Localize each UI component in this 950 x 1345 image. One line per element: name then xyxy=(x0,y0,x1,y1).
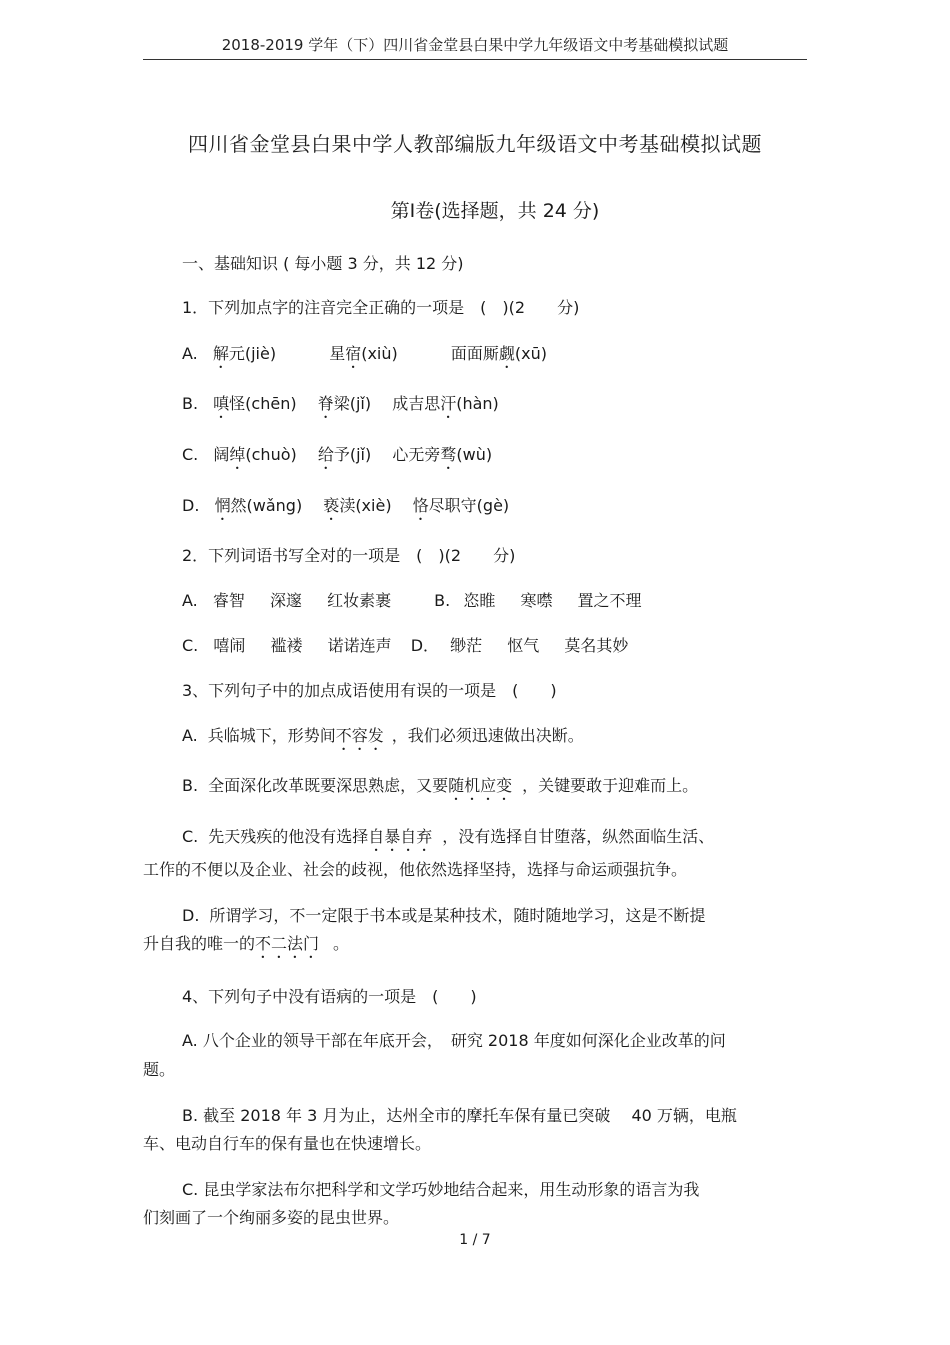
volume-title: 第Ⅰ卷(选择题，共 24 分) xyxy=(390,200,600,222)
dotted-char: 解 xyxy=(212,344,229,363)
option-text: 。 xyxy=(333,934,350,953)
option-text: ，我们必须迅速做出决断。 xyxy=(391,726,584,745)
question-4-stem: 4、下列句子中没有语病的一项是 ( ) xyxy=(182,987,477,1006)
option-text: (chuò) xyxy=(245,445,297,464)
dotted-char: 脊 xyxy=(317,394,334,413)
dotted-char: 给 xyxy=(317,445,334,464)
dotted-idiom: 不二法门 xyxy=(255,934,320,953)
running-header: 2018-2019 学年（下）四川省金堂县白果中学九年级语文中考基础模拟试题 xyxy=(221,36,729,54)
option-word: 嘻闹 xyxy=(213,636,246,655)
option-text: 全面深化改革既要深思熟虑，又要 xyxy=(208,776,449,795)
option-label: A. xyxy=(182,344,198,363)
q3-option-d-line2 xyxy=(143,934,349,962)
option-word: 莫名其妙 xyxy=(564,636,629,655)
option-word: 寒噤 xyxy=(520,591,553,610)
option-text: 渎(xiè) xyxy=(339,496,392,515)
option-text: 先天残疾的他没有选择 xyxy=(208,827,369,846)
option-word: 深邃 xyxy=(269,591,302,610)
q1-option-c xyxy=(182,445,492,473)
q4-option-b-line2: 车、电动自行车的保有量也在快速增长。 xyxy=(143,1134,432,1153)
option-text: 兵临城下，形势间 xyxy=(207,726,336,745)
option-label: D. xyxy=(182,906,200,925)
option-text: 面面厮 xyxy=(450,344,499,363)
question-2-stem: 2．下列词语书写全对的一项是 ( )(2 分) xyxy=(182,546,516,565)
dotted-char: 觑 xyxy=(498,344,515,363)
option-text: 阔 xyxy=(213,445,230,464)
option-label: C. xyxy=(182,827,199,846)
section-heading: 一、基础知识 ( 每小题 3 分，共 12 分) xyxy=(182,254,464,273)
question-1-stem: 1．下列加点字的注音完全正确的一项是 ( )(2 分) xyxy=(182,298,580,317)
option-word: 怄气 xyxy=(507,636,540,655)
q1-option-d xyxy=(182,496,509,524)
option-text: 梁(jǐ) xyxy=(333,394,372,413)
dotted-idiom: 不容发 xyxy=(335,726,384,745)
q4-option-c-line1: C. 昆虫学家法布尔把科学和文学巧妙地结合起来，用生动形象的语言为我 xyxy=(182,1180,700,1199)
q3-option-c-line2: 工作的不便以及企业、社会的歧视，他依然选择坚持，选择与命运顽强抗争。 xyxy=(143,860,688,879)
document-title: 四川省金堂县白果中学人教部编版九年级语文中考基础模拟试题 xyxy=(188,132,762,156)
option-text: 怪(chēn) xyxy=(229,394,297,413)
option-text: ，关键要敢于迎难而上。 xyxy=(522,776,699,795)
q1-option-b xyxy=(182,394,499,422)
dotted-char: 汗 xyxy=(440,394,457,413)
dotted-char: 绰 xyxy=(229,445,246,464)
option-text: (wù) xyxy=(456,445,493,464)
option-word: 睿智 xyxy=(212,591,245,610)
dotted-char: 恪 xyxy=(412,496,429,515)
option-text: 心无旁 xyxy=(392,445,441,464)
option-label: D. xyxy=(182,496,200,515)
option-label: C. xyxy=(182,636,199,655)
option-text: (xū) xyxy=(514,344,547,363)
option-word: 置之不理 xyxy=(577,591,642,610)
option-label: A. xyxy=(182,726,198,745)
dotted-char: 宿 xyxy=(345,344,362,363)
dotted-idiom: 随机应变 xyxy=(448,776,513,795)
q4-option-c-line2: 们刻画了一个绚丽多姿的昆虫世界。 xyxy=(143,1208,400,1227)
dotted-char: 嗔 xyxy=(213,394,230,413)
option-word: 褴褛 xyxy=(270,636,303,655)
option-text: 尽职守(gè) xyxy=(428,496,510,515)
option-text: 星 xyxy=(329,344,346,363)
option-text: (hàn) xyxy=(456,394,499,413)
option-word: 恣睢 xyxy=(463,591,496,610)
option-text: ，没有选择自甘堕落，纵然面临生活、 xyxy=(442,827,715,846)
question-3-stem: 3、下列句子中的加点成语使用有误的一项是 ( ) xyxy=(182,681,557,700)
q2-options-cd xyxy=(182,636,628,656)
option-word: 缈茫 xyxy=(450,636,483,655)
header-rule xyxy=(143,59,807,60)
q2-options-ab xyxy=(182,591,642,611)
q3-option-b xyxy=(182,776,698,804)
dotted-char: 惘 xyxy=(214,496,231,515)
option-label: D． xyxy=(410,636,440,655)
option-text: 升自我的唯一的 xyxy=(143,934,256,953)
q4-option-a-line1: A. 八个企业的领导干部在年底开会， 研究 2018 年度如何深化企业改革的问 xyxy=(182,1031,726,1050)
option-text: 成吉思 xyxy=(392,394,441,413)
q4-option-a-line2: 题。 xyxy=(143,1060,176,1079)
option-text: 所谓学习，不一定限于书本或是某种技术，随时随地学习，这是不断提 xyxy=(209,906,706,925)
option-text: (xiù) xyxy=(361,344,398,363)
option-label: C. xyxy=(182,445,199,464)
q3-option-d-line1 xyxy=(182,906,705,926)
option-label: B. xyxy=(182,776,199,795)
option-text: 元(jiè) xyxy=(228,344,277,363)
q3-option-a xyxy=(182,726,584,754)
option-label: A. xyxy=(182,591,198,610)
option-word: 红妆素裹 xyxy=(327,591,392,610)
page-number: 1 / 7 xyxy=(459,1232,491,1248)
dotted-char: 骛 xyxy=(440,445,457,464)
option-word: 诺诺连声 xyxy=(327,636,392,655)
option-text: 然(wǎng) xyxy=(230,496,303,515)
option-label: B. xyxy=(182,394,199,413)
option-label: B. xyxy=(434,591,451,610)
option-text: 予(jǐ) xyxy=(333,445,372,464)
dotted-char: 亵 xyxy=(323,496,340,515)
dotted-idiom: 自暴自弃 xyxy=(368,827,433,846)
q3-option-c-line1 xyxy=(182,827,714,855)
q1-option-a xyxy=(182,344,547,372)
q4-option-b-line1: B. 截至 2018 年 3 月为止，达州全市的摩托车保有量已突破 40 万辆，电瓶 xyxy=(182,1106,737,1125)
